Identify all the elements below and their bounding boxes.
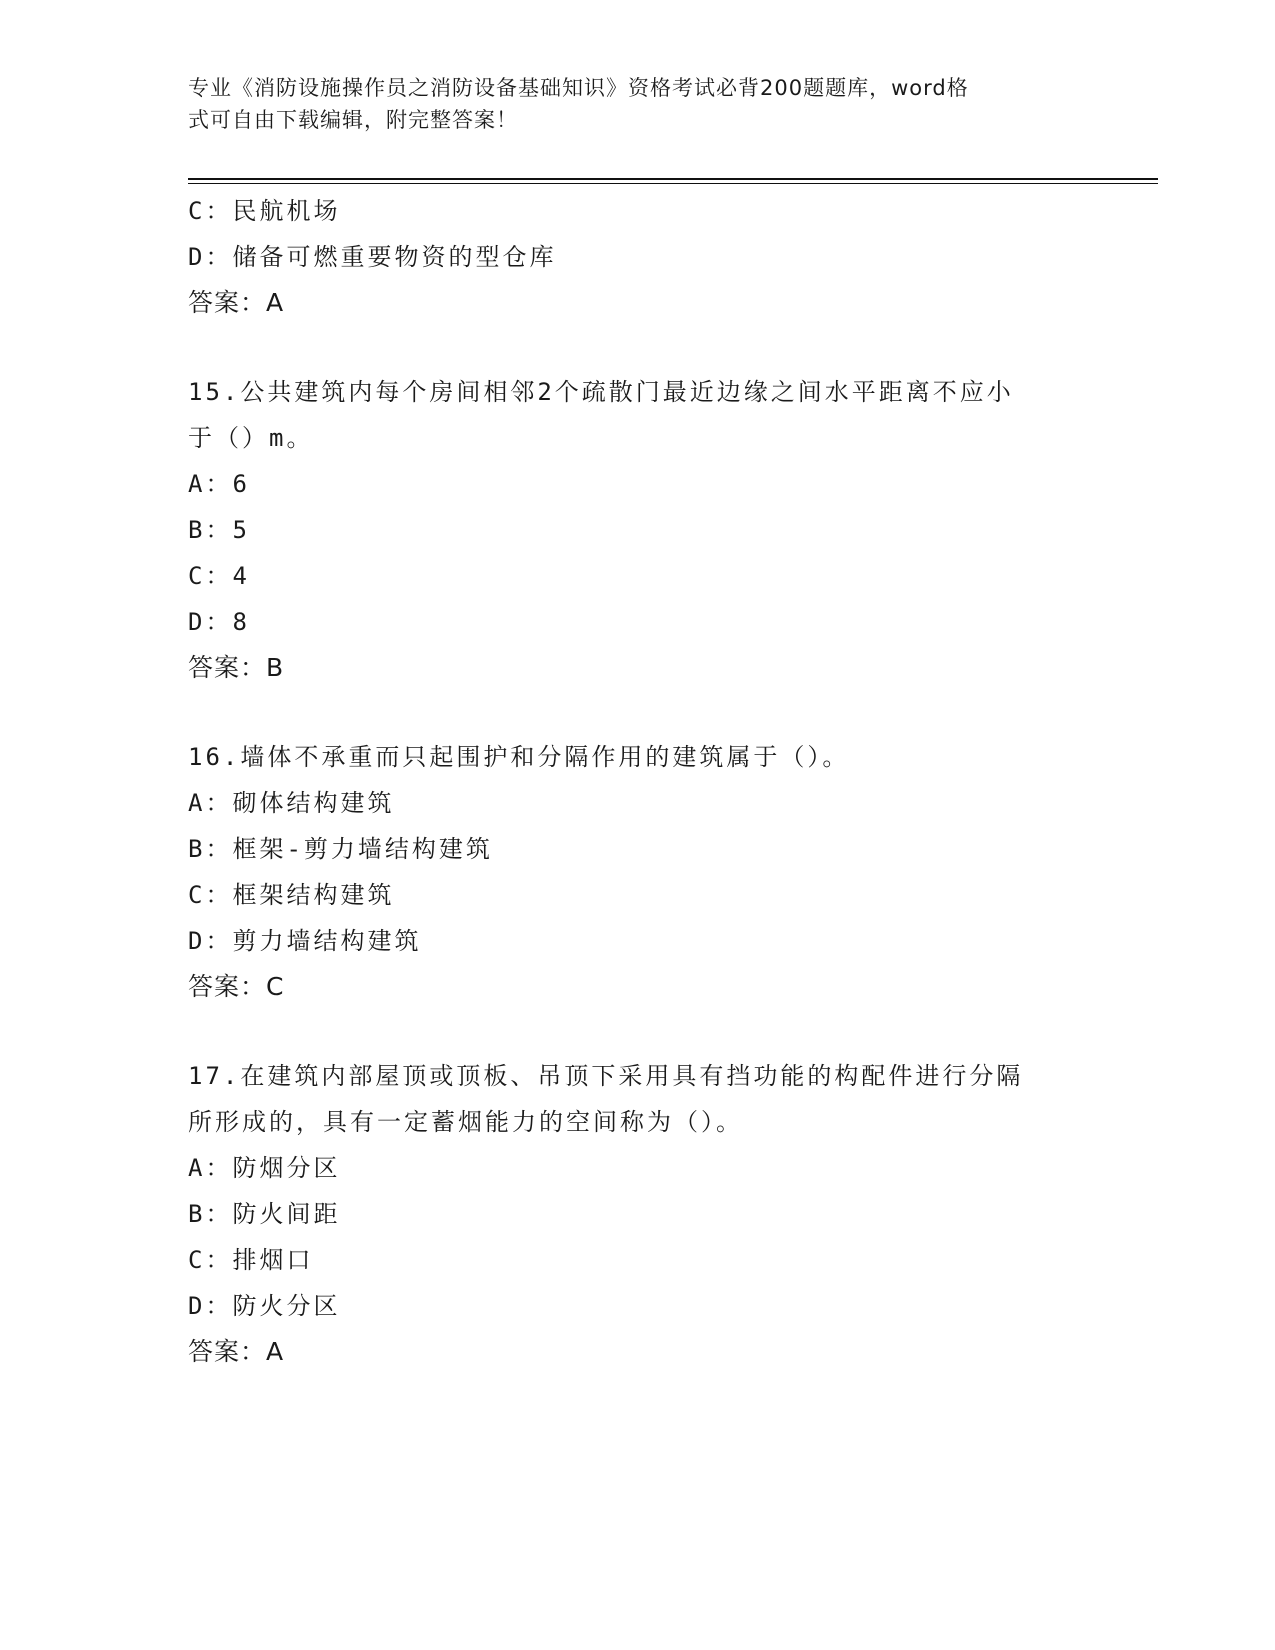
question-stem: 所形成的，具有一定蓄烟能力的空间称为（）。 xyxy=(188,1108,743,1136)
option-c: C：民航机场 xyxy=(188,197,341,225)
answer-line: 答案：C xyxy=(188,972,285,1001)
question-list xyxy=(188,188,1088,1375)
carryover-question xyxy=(188,188,1088,326)
header-divider-thin xyxy=(188,183,1158,184)
spacer xyxy=(188,326,1088,369)
option-c: C：框架结构建筑 xyxy=(188,881,395,909)
answer-line: 答案：B xyxy=(188,653,285,682)
question-stem: 17.在建筑内部屋顶或顶板、吊顶下采用具有挡功能的构配件进行分隔 xyxy=(188,1062,1024,1090)
question-stem: 15.公共建筑内每个房间相邻2个疏散门最近边缘之间水平距离不应小 xyxy=(188,378,1014,406)
option-a: A：6 xyxy=(188,470,250,498)
option-d: D：防火分区 xyxy=(188,1292,341,1320)
option-d: D：剪力墙结构建筑 xyxy=(188,927,422,955)
answer-line: 答案：A xyxy=(188,288,285,317)
option-b: B：防火间距 xyxy=(188,1200,341,1228)
spacer xyxy=(188,1010,1088,1053)
option-c: C：排烟口 xyxy=(188,1246,314,1274)
answer-line: 答案：A xyxy=(188,1337,285,1366)
option-a: A：砌体结构建筑 xyxy=(188,789,395,817)
question-16 xyxy=(188,734,1088,1010)
question-17 xyxy=(188,1053,1088,1375)
option-d: D：8 xyxy=(188,608,250,636)
option-b: B：5 xyxy=(188,516,250,544)
question-stem: 16.墙体不承重而只起围护和分隔作用的建筑属于（）。 xyxy=(188,743,850,771)
option-a: A：防烟分区 xyxy=(188,1154,341,1182)
header-line-2: 式可自由下载编辑，附完整答案！ xyxy=(188,108,518,132)
option-c: C：4 xyxy=(188,562,250,590)
option-d: D：储备可燃重要物资的型仓库 xyxy=(188,243,557,271)
header-divider-thick xyxy=(188,178,1158,180)
spacer xyxy=(188,691,1088,734)
question-stem: 于（）m。 xyxy=(188,424,314,452)
option-b: B：框架-剪力墙结构建筑 xyxy=(188,835,493,863)
header-line-1: 专业《消防设施操作员之消防设备基础知识》资格考试必背200题题库，word格 xyxy=(188,76,969,100)
question-15 xyxy=(188,369,1088,691)
document-header xyxy=(188,72,1068,136)
